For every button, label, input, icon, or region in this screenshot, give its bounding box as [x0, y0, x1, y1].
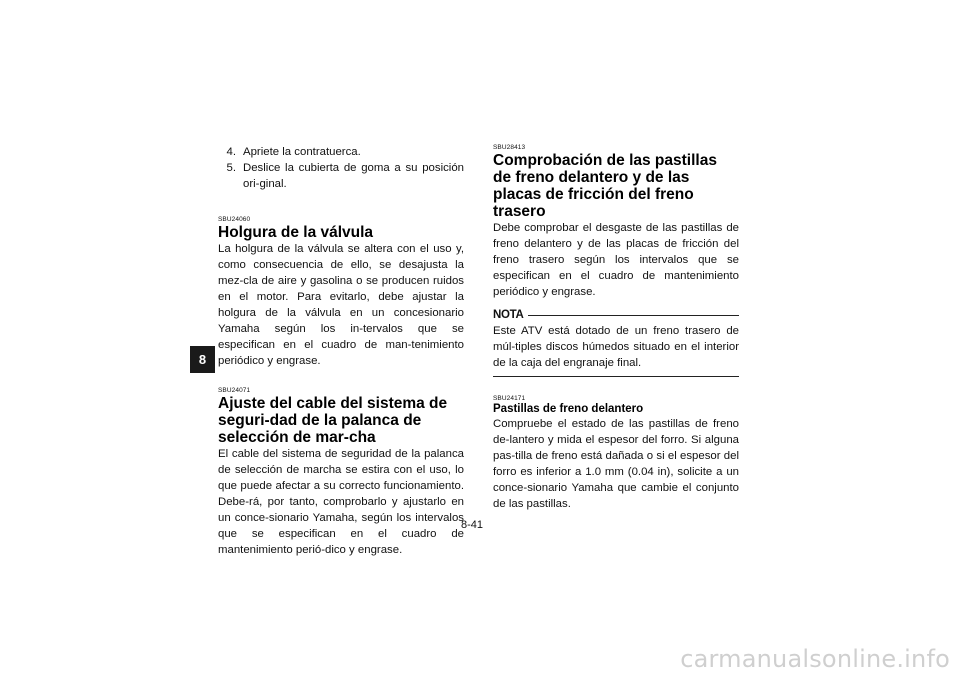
note-rule: [528, 315, 739, 316]
section-code: SBU28413: [493, 144, 526, 151]
page-number: 8-41: [461, 519, 484, 531]
step-4: [218, 144, 464, 160]
step-text: Deslice la cubierta de goma a su posición ori-ginal.: [243, 162, 464, 190]
chapter-tab: 8: [190, 346, 215, 373]
section-body-front-pads: Compruebe el estado de las pastillas de freno de-lantero y mida el espesor del forro. Si alguna pas-tilla de freno está dañada o si el espesor del forro es inferior a 1.0 mm (0.04 in), solicite a un conce-sionario Yamaha que cambie el conjunto de las pastillas.: [493, 418, 739, 510]
section-title-front-pads: Pastillas de freno delantero: [493, 403, 644, 415]
section-code: SBU24060: [218, 216, 251, 223]
section-body-shift-cable: El cable del sistema de seguridad de la palanca de selección de marcha se estira con el uso, lo que puede afectar a su correcto funcionamiento. Debe-rá, por tanto, comprobarlo y ajustarlo en un conce-sionario Yamaha, según los intervalos que se especifican en el cuadro de mantenimiento perió-dico y engrase.: [218, 448, 464, 556]
step-5: [218, 160, 464, 192]
note-body: Este ATV está dotado de un freno trasero de múl-tiples discos húmedos situado en el interior de la caja del engranaje final.: [493, 325, 739, 369]
left-column: [218, 144, 464, 558]
watermark: carmanualsonline.info: [680, 645, 950, 673]
section-title-shift-cable: Ajuste del cable del sistema de seguri-dad de la palanca de selección de mar-cha: [218, 395, 448, 446]
section-code: SBU24171: [493, 395, 526, 402]
step-number: 4.: [226, 146, 236, 158]
step-number: 5.: [226, 162, 236, 174]
note-label: NOTA: [493, 309, 524, 321]
right-column: [493, 144, 739, 512]
step-text: Apriete la contratuerca.: [243, 146, 361, 158]
note-header: [493, 307, 739, 323]
section-body-valve-clearance: La holgura de la válvula se altera con el uso y, como consecuencia de ello, se desajusta la mez-cla de aire y gasolina o se producen ruidos en el motor. Para evitarlo, debe ajustar la holgura de la válvula en un concesionario Yamaha según los in-tervalos que se especifican en el cuadro de man-tenimiento periódico y engrase.: [218, 243, 464, 367]
section-code: SBU24071: [218, 387, 251, 394]
section-title-brake-pads: Comprobación de las pastillas de freno delantero y de las placas de fricción del freno trasero: [493, 152, 717, 220]
section-body-brake-pads: Debe comprobar el desgaste de las pastillas de freno delantero y de las placas de fricción del freno trasero según los intervalos que se especifican en el cuadro de mantenimiento periódico y engrase.: [493, 222, 739, 298]
section-title-valve-clearance: Holgura de la válvula: [218, 224, 374, 241]
